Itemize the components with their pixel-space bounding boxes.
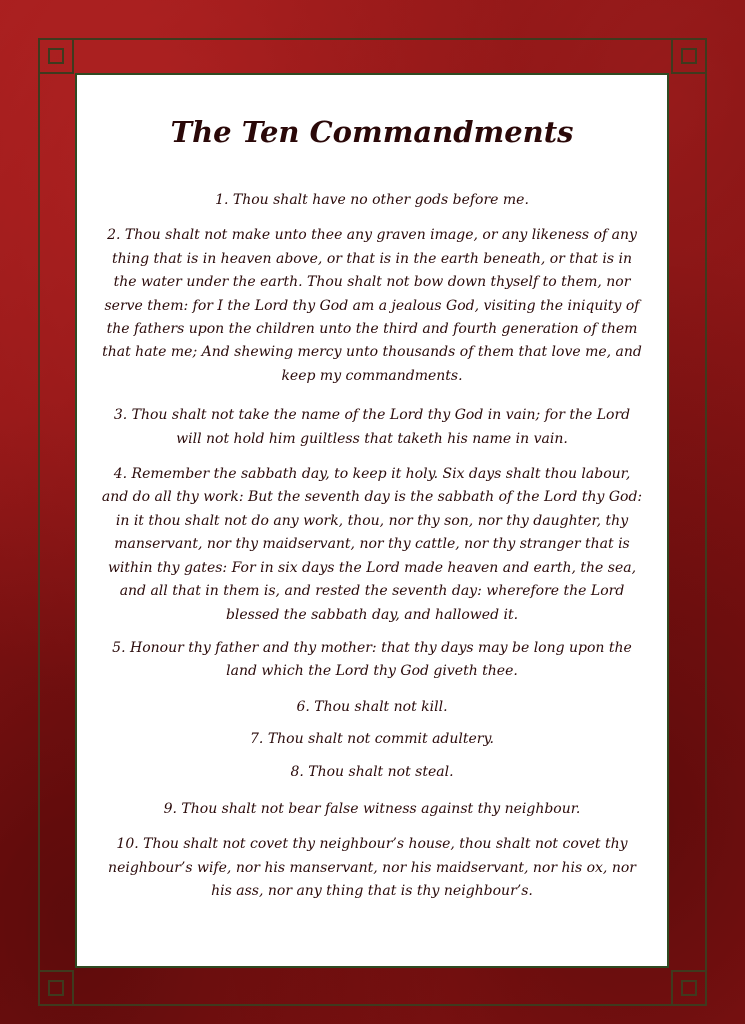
- commandment-9: 9. Thou shalt not bear false witness against thy neighbour.: [163, 800, 581, 817]
- document-panel: [75, 73, 669, 968]
- commandment-10: 10. Thou shalt not covet thy neighbour’s house, thou shalt not covet thy neighbour’s wife, nor his manservant, nor his maidservant, nor his ox, nor his ass, nor any thing that is thy neighbour’s.: [108, 836, 636, 900]
- frame-corner-ornament: [38, 38, 74, 74]
- frame-corner-ornament: [671, 970, 707, 1006]
- commandment-4: 4. Remember the sabbath day, to keep it holy. Six days shalt thou labour, and do all thy work: But the seventh day is the sabbath of the Lord thy God: in it thou shalt not do any work, thou, nor thy son, nor thy daughter, thy manservant, nor thy maidservant, nor thy cattle, nor thy stranger that is within thy gates: For in six days the Lord made heaven and earth, the sea, and all that in them is, and rested the seventh day: wherefore the Lord blessed the sabbath day, and hallowed it.: [101, 466, 643, 623]
- commandment-1: 1. Thou shalt have no other gods before me.: [215, 192, 529, 208]
- commandment-8: 8. Thou shalt not steal.: [290, 763, 454, 780]
- commandment-5: 5. Honour thy father and thy mother: that thy days may be long upon the land which the Lord thy God giveth thee.: [112, 639, 632, 680]
- frame-corner-ornament: [671, 38, 707, 74]
- commandment-2: 2. Thou shalt not make unto thee any graven image, or any likeness of any thing that is in heaven above, or that is in the earth beneath, or that is in the water under the earth. Thou shalt not bow down thyself to them, nor serve them: for I the Lord thy God am a jealous God, visiting the iniquity of the fathers upon the children unto the third and fourth generation of them that hate me; And shewing mercy unto thousands of them that love me, and keep my commandments.: [102, 227, 642, 384]
- frame-corner-ornament: [38, 970, 74, 1006]
- commandment-7: 7. Thou shalt not commit adultery.: [250, 731, 494, 748]
- commandment-3: 3. Thou shalt not take the name of the Lord thy God in vain; for the Lord will not hold him guiltless that taketh his name in vain.: [113, 407, 631, 447]
- page-title: The Ten Commandments: [170, 115, 574, 149]
- commandment-6: 6. Thou shalt not kill.: [296, 698, 448, 715]
- commandments-list: [99, 189, 645, 904]
